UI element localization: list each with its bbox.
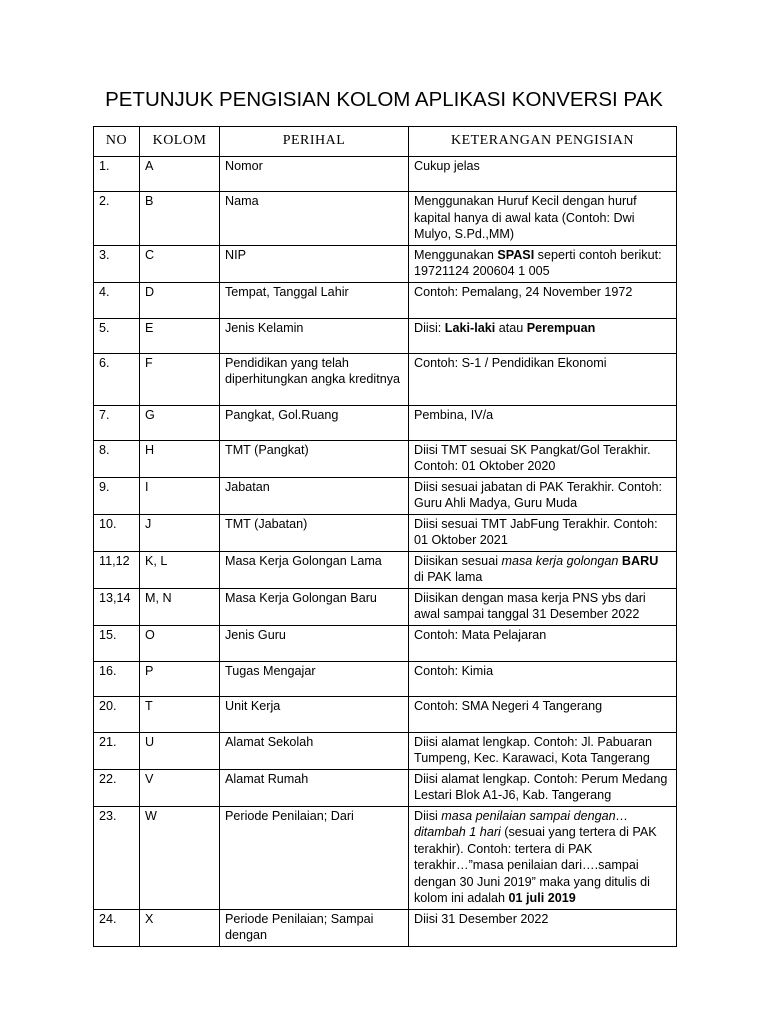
table-row	[94, 661, 677, 696]
row-kolom: F	[140, 353, 220, 405]
row-no: 1.	[94, 157, 140, 192]
row-no: 13,14	[94, 588, 140, 625]
row-kolom: X	[140, 909, 220, 946]
row-no: 2.	[94, 192, 140, 246]
table-row	[94, 625, 677, 661]
row-no: 4.	[94, 282, 140, 318]
keterangan-segment: SPASI	[497, 247, 535, 262]
row-kolom: I	[140, 477, 220, 514]
row-keterangan	[409, 282, 677, 318]
row-perihal: Periode Penilaian; Dari	[220, 806, 409, 909]
table-row	[94, 477, 677, 514]
header-keterangan: KETERANGAN PENGISIAN	[409, 127, 677, 157]
header-kolom: KOLOM	[140, 127, 220, 157]
table-row	[94, 282, 677, 318]
table-row	[94, 245, 677, 282]
row-no: 11,12	[94, 551, 140, 588]
row-perihal: Unit Kerja	[220, 696, 409, 732]
row-perihal: Tugas Mengajar	[220, 661, 409, 696]
table-row	[94, 405, 677, 440]
header-perihal: PERIHAL	[220, 127, 409, 157]
row-kolom: G	[140, 405, 220, 440]
row-perihal: Jabatan	[220, 477, 409, 514]
document-title: PETUNJUK PENGISIAN KOLOM APLIKASI KONVERSI PAK	[105, 88, 663, 111]
keterangan-segment: Diisikan dengan masa kerja PNS ybs dari awal sampai tanggal 31 Desember 2022	[414, 590, 646, 621]
keterangan-segment: Menggunakan Huruf Kecil dengan huruf kapital hanya di awal kata (Contoh: Dwi Mulyo, S.Pd.,MM)	[414, 194, 637, 241]
row-perihal: Pendidikan yang telah diperhitungkan angka kreditnya	[220, 353, 409, 405]
row-perihal: Pangkat, Gol.Ruang	[220, 405, 409, 440]
keterangan-segment: atau	[495, 320, 527, 335]
table-row	[94, 769, 677, 806]
table-row	[94, 157, 677, 192]
table-row	[94, 353, 677, 405]
row-no: 20.	[94, 696, 140, 732]
keterangan-segment: Diisi sesuai jabatan di PAK Terakhir. Contoh: Guru Ahli Madya, Guru Muda	[414, 479, 663, 510]
row-kolom: U	[140, 732, 220, 769]
keterangan-segment: BARU	[621, 553, 659, 568]
row-keterangan	[409, 551, 677, 588]
keterangan-segment: Cukup jelas	[414, 159, 480, 173]
keterangan-segment: Laki-laki	[444, 320, 496, 335]
row-perihal: TMT (Jabatan)	[220, 514, 409, 551]
header-no: NO	[94, 127, 140, 157]
row-keterangan	[409, 440, 677, 477]
row-keterangan	[409, 353, 677, 405]
table-row	[94, 588, 677, 625]
keterangan-segment: masa penilaian sampai dengan…ditambah 1 hari	[414, 808, 629, 839]
keterangan-segment: di PAK lama	[414, 570, 483, 584]
row-kolom: C	[140, 245, 220, 282]
keterangan-segment: Contoh: S-1 / Pendidikan Ekonomi	[414, 355, 607, 370]
instruction-table	[93, 126, 677, 947]
row-keterangan	[409, 477, 677, 514]
keterangan-segment: Contoh: Kimia	[414, 663, 494, 678]
row-keterangan	[409, 769, 677, 806]
keterangan-segment: Diisi TMT sesuai SK Pangkat/Gol Terakhir. Contoh: 01 Oktober 2020	[414, 442, 651, 473]
row-no: 9.	[94, 477, 140, 514]
table-row	[94, 440, 677, 477]
row-no: 3.	[94, 245, 140, 282]
keterangan-segment: Pembina, IV/a	[414, 407, 494, 422]
keterangan-segment: 01 juli 2019	[508, 891, 576, 905]
keterangan-segment: Contoh: Mata Pelajaran	[414, 627, 547, 642]
row-kolom: W	[140, 806, 220, 909]
row-no: 7.	[94, 405, 140, 440]
row-kolom: K, L	[140, 551, 220, 588]
row-no: 16.	[94, 661, 140, 696]
row-kolom: T	[140, 696, 220, 732]
row-kolom: B	[140, 192, 220, 246]
row-no: 21.	[94, 732, 140, 769]
keterangan-segment: seperti contoh berikut: 19721124 200604 1 005	[414, 247, 662, 278]
row-keterangan	[409, 245, 677, 282]
table-body	[94, 157, 677, 947]
table-row	[94, 806, 677, 909]
row-perihal: Alamat Rumah	[220, 769, 409, 806]
table-row	[94, 318, 677, 353]
row-keterangan	[409, 696, 677, 732]
row-keterangan	[409, 318, 677, 353]
row-keterangan	[409, 192, 677, 246]
row-kolom: M, N	[140, 588, 220, 625]
row-kolom: O	[140, 625, 220, 661]
table-row	[94, 696, 677, 732]
row-no: 24.	[94, 909, 140, 946]
row-kolom: A	[140, 157, 220, 192]
row-kolom: P	[140, 661, 220, 696]
row-kolom: D	[140, 282, 220, 318]
row-no: 10.	[94, 514, 140, 551]
keterangan-segment: Diisi alamat lengkap. Contoh: Perum Medang Lestari Blok A1-J6, Kab. Tangerang	[414, 771, 668, 802]
row-kolom: J	[140, 514, 220, 551]
table-row	[94, 192, 677, 246]
row-perihal: Masa Kerja Golongan Baru	[220, 588, 409, 625]
table-row	[94, 732, 677, 769]
row-keterangan	[409, 909, 677, 946]
keterangan-segment: Diisi 31 Desember 2022	[414, 911, 549, 926]
row-keterangan	[409, 157, 677, 192]
row-no: 15.	[94, 625, 140, 661]
row-no: 6.	[94, 353, 140, 405]
keterangan-segment: Diisi alamat lengkap. Contoh: Jl. Pabuaran Tumpeng, Kec. Karawaci, Kota Tangerang	[414, 734, 653, 765]
row-perihal: Masa Kerja Golongan Lama	[220, 551, 409, 588]
table-row	[94, 514, 677, 551]
row-kolom: E	[140, 318, 220, 353]
keterangan-segment: Perempuan	[526, 320, 596, 335]
row-perihal: TMT (Pangkat)	[220, 440, 409, 477]
row-perihal: Periode Penilaian; Sampai dengan	[220, 909, 409, 946]
keterangan-segment: masa kerja golongan	[501, 553, 619, 568]
row-perihal: Alamat Sekolah	[220, 732, 409, 769]
row-no: 22.	[94, 769, 140, 806]
table-row	[94, 909, 677, 946]
row-perihal: Jenis Guru	[220, 625, 409, 661]
row-keterangan	[409, 732, 677, 769]
row-perihal: Nomor	[220, 157, 409, 192]
table-row	[94, 551, 677, 588]
row-keterangan	[409, 625, 677, 661]
keterangan-segment: (sesuai yang tertera di PAK terakhir). Contoh: tertera di PAK terakhir…”masa penilaian dari….sampai dengan 30 Juni 2019” maka yang ditulis di kolom ini adalah	[414, 825, 657, 905]
keterangan-segment: Menggunakan	[414, 247, 498, 262]
row-perihal: Tempat, Tanggal Lahir	[220, 282, 409, 318]
row-perihal: Nama	[220, 192, 409, 246]
row-no: 23.	[94, 806, 140, 909]
keterangan-segment: Diisi	[414, 808, 442, 823]
keterangan-segment: Contoh: SMA Negeri 4 Tangerang	[414, 698, 603, 713]
keterangan-segment: Diisi:	[414, 320, 445, 335]
row-kolom: V	[140, 769, 220, 806]
keterangan-segment: Contoh: Pemalang, 24 November 1972	[414, 284, 633, 299]
row-perihal: Jenis Kelamin	[220, 318, 409, 353]
table-header-row	[94, 127, 677, 157]
row-keterangan	[409, 514, 677, 551]
row-keterangan	[409, 588, 677, 625]
row-perihal: NIP	[220, 245, 409, 282]
row-kolom: H	[140, 440, 220, 477]
row-keterangan	[409, 405, 677, 440]
row-no: 5.	[94, 318, 140, 353]
keterangan-segment: Diisi sesuai TMT JabFung Terakhir. Contoh: 01 Oktober 2021	[414, 516, 658, 547]
row-no: 8.	[94, 440, 140, 477]
row-keterangan	[409, 806, 677, 909]
row-keterangan	[409, 661, 677, 696]
keterangan-segment: Diisikan sesuai	[414, 553, 502, 568]
